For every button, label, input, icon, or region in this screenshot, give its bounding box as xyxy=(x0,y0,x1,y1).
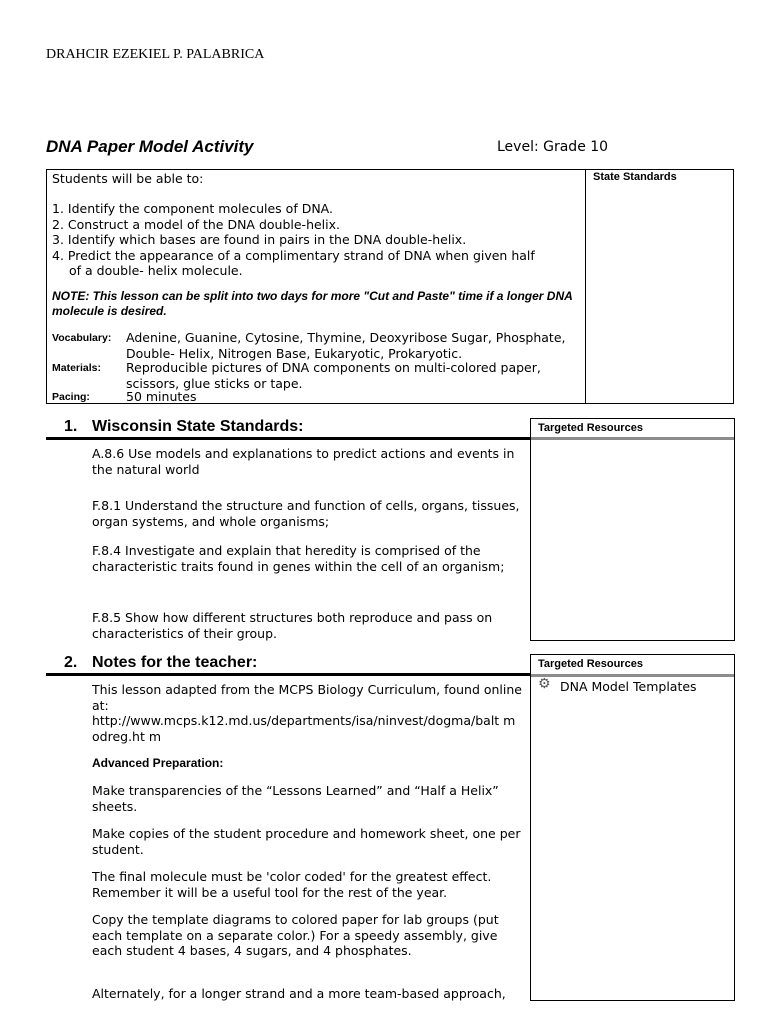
resources-rule xyxy=(531,674,734,677)
prep-paragraph: The final molecule must be 'color coded' for the greatest effect. Remember it will be a useful tool for the rest of the year. xyxy=(92,869,492,900)
document-title: DNA Paper Model Activity xyxy=(46,137,254,156)
section-number: 1. xyxy=(64,418,78,435)
section-rule xyxy=(46,673,530,676)
section-title: Wisconsin State Standards: xyxy=(92,418,304,435)
objectives-list xyxy=(52,201,535,279)
section-rule xyxy=(46,437,530,440)
objective-item: 4. Predict the appearance of a complimentary strand of DNA when given half xyxy=(52,247,535,263)
materials-label: Materials: xyxy=(52,362,102,374)
materials-value: Reproducible pictures of DNA components on multi-colored paper, scissors, glue sticks or tape. xyxy=(126,360,541,391)
standard-item: F.8.1 Understand the structure and function of cells, organs, tissues, organ systems, and whole organisms; xyxy=(92,498,520,529)
standard-item: F.8.4 Investigate and explain that heredity is comprised of the characteristic traits found in genes within the cell of an organism; xyxy=(92,543,505,574)
dna-model-templates-link[interactable]: DNA Model Templates xyxy=(560,679,697,694)
targeted-resources-box xyxy=(530,654,735,1001)
objective-item: 3. Identify which bases are found in pairs in the DNA double-helix. xyxy=(52,232,467,247)
pacing-label: Pacing: xyxy=(52,391,90,403)
state-standards-header: State Standards xyxy=(593,171,677,183)
objectives-intro: Students will be able to: xyxy=(52,171,204,186)
gear-icon: ⚙ xyxy=(538,676,551,692)
lesson-note: NOTE: This lesson can be split into two days for more "Cut and Paste" time if a longer DNA molecule is desired. xyxy=(52,289,573,318)
table-divider xyxy=(585,170,586,403)
targeted-resources-box xyxy=(530,418,735,641)
prep-paragraph: Alternately, for a longer strand and a more team-based approach, xyxy=(92,986,506,1001)
targeted-resources-header: Targeted Resources xyxy=(538,422,643,434)
objective-item: 2. Construct a model of the DNA double-helix. xyxy=(52,216,341,232)
section-title: Notes for the teacher: xyxy=(92,654,258,671)
objective-item: 1. Identify the component molecules of DNA. xyxy=(52,201,333,216)
intro-text: This lesson adapted from the MCPS Biology Curriculum, found online at: xyxy=(92,682,522,713)
standard-item: F.8.5 Show how different structures both reproduce and pass on characteristics of their group. xyxy=(92,610,493,641)
standard-item: A.8.6 Use models and explanations to predict actions and events in the natural world xyxy=(92,446,515,477)
vocabulary-label: Vocabulary: xyxy=(52,332,112,344)
objective-item: of a double- helix molecule. xyxy=(69,263,243,278)
grade-level: Level: Grade 10 xyxy=(497,139,609,155)
section-number: 2. xyxy=(64,654,78,671)
targeted-resources-header: Targeted Resources xyxy=(538,658,643,670)
pacing-value: 50 minutes xyxy=(126,389,197,404)
advanced-preparation-heading: Advanced Preparation: xyxy=(92,756,224,770)
objectives-table xyxy=(46,169,734,404)
vocabulary-value: Adenine, Guanine, Cytosine, Thymine, Deoxyribose Sugar, Phosphate, Double- Helix, Nitrogen Base, Eukaryotic, Prokaryotic. xyxy=(126,330,566,361)
author-name: DRAHCIR EZEKIEL P. PALABRICA xyxy=(46,47,265,62)
prep-paragraph: Make transparencies of the “Lessons Learned” and “Half a Helix” sheets. xyxy=(92,783,499,814)
intro-paragraph xyxy=(92,682,522,744)
resources-rule xyxy=(531,437,734,440)
source-url[interactable]: http://www.mcps.k12.md.us/departments/isa/ninvest/dogma/balt modreg.ht m xyxy=(92,713,516,744)
prep-paragraph: Make copies of the student procedure and homework sheet, one per student. xyxy=(92,826,521,857)
prep-paragraph: Copy the template diagrams to colored paper for lab groups (put each template on a separate color.) For a speedy assembly, give each student 4 bases, 4 sugars, and 4 phosphates. xyxy=(92,912,499,958)
